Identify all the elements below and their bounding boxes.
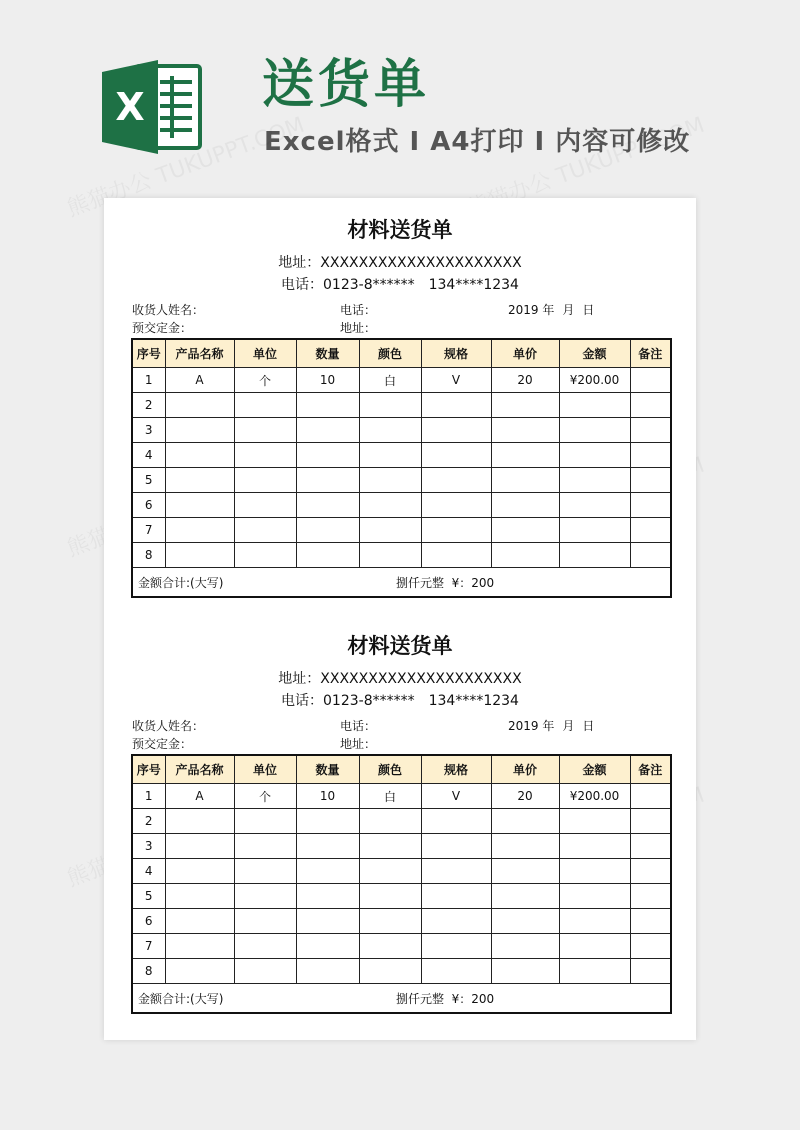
table-cell[interactable]: 7 xyxy=(132,518,165,543)
date-year: 2019 年 xyxy=(508,719,555,733)
table-cell[interactable] xyxy=(234,909,296,934)
table-cell[interactable] xyxy=(421,809,491,834)
table-cell[interactable] xyxy=(296,959,359,984)
table-cell[interactable] xyxy=(491,934,559,959)
column-header: 规格 xyxy=(421,755,491,784)
table-row xyxy=(132,909,671,934)
column-header: 金额 xyxy=(559,755,630,784)
banner-title: 送货单 xyxy=(262,55,431,115)
slip-phone-landline: 电话：0123-8****** xyxy=(281,693,415,709)
column-header: 数量 xyxy=(296,755,359,784)
table-cell[interactable] xyxy=(421,959,491,984)
table-cell[interactable] xyxy=(491,543,559,568)
table-cell[interactable] xyxy=(630,934,671,959)
table-cell[interactable] xyxy=(491,393,559,418)
table-cell[interactable] xyxy=(559,443,630,468)
column-header: 单价 xyxy=(491,339,559,368)
table-cell[interactable]: A xyxy=(165,784,234,809)
table-cell[interactable] xyxy=(421,834,491,859)
slip-address: 地址：XXXXXXXXXXXXXXXXXXXXX xyxy=(278,255,522,271)
table-cell[interactable] xyxy=(559,834,630,859)
date-year: 2019 年 xyxy=(508,303,555,317)
table-cell[interactable] xyxy=(296,834,359,859)
column-header: 单位 xyxy=(234,755,296,784)
table-cell[interactable] xyxy=(491,518,559,543)
table-cell[interactable] xyxy=(491,493,559,518)
table-cell[interactable] xyxy=(630,959,671,984)
table-cell[interactable] xyxy=(165,443,234,468)
total-values xyxy=(396,574,494,591)
recipient-label: 收货人姓名： xyxy=(132,303,205,317)
total-caps-label: 金额合计:(大写) xyxy=(138,575,224,590)
slip-title: 材料送货单 xyxy=(347,634,453,658)
table-cell[interactable] xyxy=(359,518,421,543)
table-cell[interactable] xyxy=(559,393,630,418)
total-number: ¥：200 xyxy=(451,575,495,590)
table-cell[interactable] xyxy=(491,859,559,884)
table-cell[interactable] xyxy=(630,418,671,443)
table-cell[interactable] xyxy=(165,543,234,568)
column-header: 颜色 xyxy=(359,339,421,368)
table-cell[interactable] xyxy=(421,884,491,909)
column-header: 颜色 xyxy=(359,755,421,784)
table-cell[interactable] xyxy=(234,418,296,443)
table-row xyxy=(132,784,671,809)
total-caps-label: 金额合计:(大写) xyxy=(138,991,224,1006)
table-cell[interactable]: 1 xyxy=(132,784,165,809)
table-cell[interactable] xyxy=(421,418,491,443)
table-cell[interactable] xyxy=(630,859,671,884)
table-cell[interactable] xyxy=(296,543,359,568)
table-cell[interactable] xyxy=(491,443,559,468)
table-cell[interactable] xyxy=(630,468,671,493)
column-header: 序号 xyxy=(132,755,165,784)
table-cell[interactable] xyxy=(165,809,234,834)
table-cell[interactable] xyxy=(296,493,359,518)
table-cell[interactable] xyxy=(296,859,359,884)
table-cell[interactable] xyxy=(421,909,491,934)
table-cell[interactable]: ¥200.00 xyxy=(559,368,630,393)
tel-label: 电话： xyxy=(340,719,377,733)
document-paper xyxy=(104,198,696,1040)
column-header: 金额 xyxy=(559,339,630,368)
table-cell[interactable] xyxy=(296,934,359,959)
column-header: 规格 xyxy=(421,339,491,368)
total-caps-value: 捌仟元整 xyxy=(396,991,445,1006)
table-cell[interactable]: 个 xyxy=(234,368,296,393)
table-cell[interactable] xyxy=(421,493,491,518)
table-cell[interactable] xyxy=(165,884,234,909)
table-cell[interactable] xyxy=(491,909,559,934)
table-cell[interactable]: 2 xyxy=(132,393,165,418)
table-cell[interactable] xyxy=(630,834,671,859)
table-cell[interactable] xyxy=(234,518,296,543)
table-row xyxy=(132,884,671,909)
table-cell[interactable]: 6 xyxy=(132,909,165,934)
table-cell[interactable] xyxy=(234,443,296,468)
table-cell[interactable] xyxy=(165,909,234,934)
table-cell[interactable]: 5 xyxy=(132,884,165,909)
table-cell[interactable]: 白 xyxy=(359,784,421,809)
table-cell[interactable] xyxy=(491,468,559,493)
table-cell[interactable] xyxy=(165,959,234,984)
table-cell[interactable] xyxy=(559,493,630,518)
table-cell[interactable] xyxy=(359,859,421,884)
tel-label: 电话： xyxy=(340,303,377,317)
table-cell[interactable] xyxy=(421,543,491,568)
table-cell[interactable]: 个 xyxy=(234,784,296,809)
table-row xyxy=(132,468,671,493)
table-cell[interactable] xyxy=(559,468,630,493)
table-cell[interactable] xyxy=(165,468,234,493)
table-cell[interactable] xyxy=(359,393,421,418)
table-cell[interactable] xyxy=(421,518,491,543)
date-month: 月 xyxy=(562,719,575,733)
date-day: 日 xyxy=(582,719,595,733)
table-cell[interactable] xyxy=(234,959,296,984)
table-row xyxy=(132,518,671,543)
table-cell[interactable]: 2 xyxy=(132,809,165,834)
goods-table xyxy=(131,754,672,1014)
table-cell[interactable] xyxy=(296,393,359,418)
table-cell[interactable]: 5 xyxy=(132,468,165,493)
column-header: 单价 xyxy=(491,755,559,784)
table-cell[interactable] xyxy=(234,934,296,959)
slip-phone xyxy=(104,691,696,711)
table-cell[interactable]: 8 xyxy=(132,959,165,984)
table-cell[interactable] xyxy=(559,959,630,984)
table-cell[interactable] xyxy=(559,859,630,884)
table-cell[interactable] xyxy=(359,443,421,468)
column-header: 数量 xyxy=(296,339,359,368)
table-cell[interactable]: A xyxy=(165,368,234,393)
column-header: 备注 xyxy=(630,339,671,368)
table-cell[interactable] xyxy=(491,884,559,909)
column-header: 备注 xyxy=(630,755,671,784)
slip-phone-mobile: 134****1234 xyxy=(428,277,519,293)
svg-text:X: X xyxy=(115,85,145,129)
table-cell[interactable]: 20 xyxy=(491,368,559,393)
table-cell[interactable] xyxy=(630,443,671,468)
table-row xyxy=(132,859,671,884)
table-cell[interactable] xyxy=(296,443,359,468)
table-row xyxy=(132,543,671,568)
table-cell[interactable]: ¥200.00 xyxy=(559,784,630,809)
table-cell[interactable] xyxy=(234,543,296,568)
table-cell[interactable] xyxy=(630,809,671,834)
table-cell[interactable] xyxy=(296,468,359,493)
table-cell[interactable]: 3 xyxy=(132,834,165,859)
deposit-label: 预交定金： xyxy=(132,737,193,751)
total-row xyxy=(132,984,671,1014)
table-cell[interactable] xyxy=(559,543,630,568)
table-cell[interactable] xyxy=(491,834,559,859)
table-cell[interactable] xyxy=(234,834,296,859)
table-cell[interactable] xyxy=(359,809,421,834)
table-cell[interactable] xyxy=(359,909,421,934)
table-cell[interactable] xyxy=(296,809,359,834)
total-caps-value: 捌仟元整 xyxy=(396,575,445,590)
date-month: 月 xyxy=(562,303,575,317)
recipient-label: 收货人姓名： xyxy=(132,719,205,733)
column-header: 产品名称 xyxy=(165,755,234,784)
table-cell[interactable] xyxy=(630,543,671,568)
table-cell[interactable] xyxy=(359,884,421,909)
table-cell[interactable] xyxy=(630,393,671,418)
table-cell[interactable]: 3 xyxy=(132,418,165,443)
table-cell[interactable] xyxy=(359,543,421,568)
table-cell[interactable] xyxy=(234,493,296,518)
table-row xyxy=(132,493,671,518)
deposit-label: 预交定金： xyxy=(132,321,193,335)
table-cell[interactable] xyxy=(630,909,671,934)
table-cell[interactable] xyxy=(296,418,359,443)
table-cell[interactable] xyxy=(165,493,234,518)
table-cell[interactable] xyxy=(421,934,491,959)
table-cell[interactable]: 7 xyxy=(132,934,165,959)
table-row xyxy=(132,959,671,984)
slip-phone-landline: 电话：0123-8****** xyxy=(281,277,415,293)
table-cell[interactable] xyxy=(296,909,359,934)
address-label: 地址： xyxy=(340,737,377,751)
column-header: 产品名称 xyxy=(165,339,234,368)
table-cell[interactable] xyxy=(296,884,359,909)
table-cell[interactable] xyxy=(234,859,296,884)
table-cell[interactable]: 1 xyxy=(132,368,165,393)
table-cell[interactable]: 6 xyxy=(132,493,165,518)
table-cell[interactable] xyxy=(630,493,671,518)
table-cell[interactable] xyxy=(559,884,630,909)
table-cell[interactable] xyxy=(630,368,671,393)
table-cell[interactable] xyxy=(359,418,421,443)
table-cell[interactable] xyxy=(234,884,296,909)
total-number: ¥：200 xyxy=(451,991,495,1006)
table-cell[interactable]: 10 xyxy=(296,368,359,393)
table-row xyxy=(132,934,671,959)
excel-logo-icon xyxy=(100,58,204,156)
table-cell[interactable] xyxy=(559,909,630,934)
date-field xyxy=(508,302,594,318)
table-cell[interactable] xyxy=(630,518,671,543)
table-cell[interactable]: V xyxy=(421,368,491,393)
table-cell[interactable] xyxy=(296,518,359,543)
table-cell[interactable]: 4 xyxy=(132,859,165,884)
table-cell[interactable] xyxy=(491,959,559,984)
slip-phone xyxy=(104,275,696,295)
table-cell[interactable] xyxy=(630,884,671,909)
table-cell[interactable] xyxy=(165,859,234,884)
table-row xyxy=(132,368,671,393)
table-cell[interactable]: 8 xyxy=(132,543,165,568)
table-cell[interactable]: 20 xyxy=(491,784,559,809)
table-cell[interactable] xyxy=(559,418,630,443)
table-cell[interactable] xyxy=(491,809,559,834)
table-cell[interactable] xyxy=(165,834,234,859)
table-header-row xyxy=(132,339,671,368)
column-header: 序号 xyxy=(132,339,165,368)
delivery-slip xyxy=(104,208,696,622)
table-cell[interactable] xyxy=(421,859,491,884)
table-cell[interactable]: 4 xyxy=(132,443,165,468)
total-row xyxy=(132,568,671,598)
table-cell[interactable] xyxy=(491,418,559,443)
table-cell[interactable] xyxy=(165,934,234,959)
table-cell[interactable] xyxy=(359,959,421,984)
table-cell[interactable] xyxy=(559,809,630,834)
table-cell[interactable] xyxy=(559,518,630,543)
table-cell[interactable] xyxy=(421,443,491,468)
table-cell[interactable]: 10 xyxy=(296,784,359,809)
table-cell[interactable] xyxy=(165,518,234,543)
table-cell[interactable] xyxy=(359,934,421,959)
table-row xyxy=(132,834,671,859)
date-day: 日 xyxy=(582,303,595,317)
table-cell[interactable] xyxy=(630,784,671,809)
column-header: 单位 xyxy=(234,339,296,368)
slip-phone-mobile: 134****1234 xyxy=(428,693,519,709)
table-header-row xyxy=(132,755,671,784)
table-cell[interactable] xyxy=(359,468,421,493)
table-cell[interactable] xyxy=(165,418,234,443)
table-row xyxy=(132,393,671,418)
table-cell[interactable]: 白 xyxy=(359,368,421,393)
table-cell[interactable] xyxy=(165,393,234,418)
table-cell[interactable] xyxy=(359,493,421,518)
table-cell[interactable] xyxy=(421,468,491,493)
table-cell[interactable] xyxy=(359,834,421,859)
goods-table xyxy=(131,338,672,598)
table-cell[interactable] xyxy=(559,934,630,959)
table-cell[interactable] xyxy=(421,393,491,418)
table-cell[interactable] xyxy=(234,809,296,834)
table-row xyxy=(132,809,671,834)
total-values xyxy=(396,990,494,1007)
table-cell[interactable]: V xyxy=(421,784,491,809)
table-cell[interactable] xyxy=(234,393,296,418)
table-cell[interactable] xyxy=(234,468,296,493)
slip-title: 材料送货单 xyxy=(347,218,453,242)
slip-address: 地址：XXXXXXXXXXXXXXXXXXXXX xyxy=(278,671,522,687)
delivery-slip xyxy=(104,624,696,1038)
table-row xyxy=(132,443,671,468)
address-label: 地址： xyxy=(340,321,377,335)
table-row xyxy=(132,418,671,443)
banner-subtitle: Excel格式 I A4打印 I 内容可修改 xyxy=(264,127,691,157)
date-field xyxy=(508,718,594,734)
